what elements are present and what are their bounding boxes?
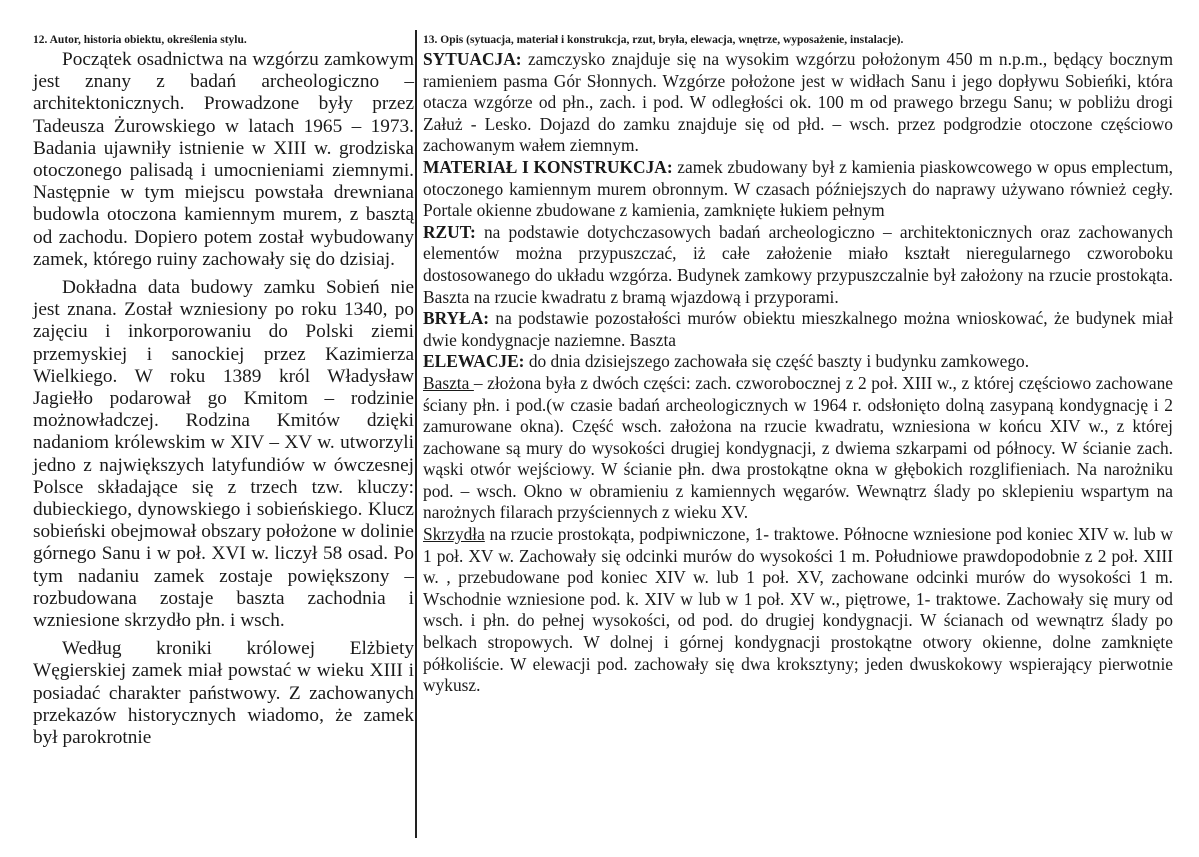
sytuacja-label: SYTUACJA:: [423, 49, 522, 69]
material-label: MATERIAŁ I KONSTRUKCJA:: [423, 156, 673, 177]
rzut-label: RZUT:: [423, 221, 476, 242]
history-column: [33, 49, 414, 749]
section-elewacje: [423, 351, 1173, 373]
section-12-header: 12. Autor, historia obiektu, określenia stylu.: [33, 34, 247, 46]
bryla-label: BRYŁA:: [423, 308, 490, 329]
sytuacja-text: zamczysko znajduje się na wysokim wzgórzu położonym 450 m n.p.m., będący bocznym ramieniem pasma Gór Słonnych. Wzgórze położone jest w widłach Sanu i jego dopływu Sobieńki, która otacza wzgórze od płn., zach. i pod. W odległości ok. 100 m od prawego brzegu Sanu; w pobliżu drogi Załuż - Lesko. Dojazd do zamku znajduje się od płd. – wsch. przez podgrodzie otoczone częściowo zachowanym wałem ziemnym.: [423, 49, 1173, 156]
section-baszta: [423, 373, 1173, 524]
section-13-header: 13. Opis (sytuacja, materiał i konstrukcja, rzut, bryła, elewacja, wnętrze, wyposażenie, instalacje).: [423, 34, 904, 46]
baszta-label: Baszta: [423, 372, 474, 393]
description-column: [423, 49, 1173, 697]
history-paragraph-2: Dokładna data budowy zamku Sobień nie jest znana. Został wzniesiony po roku 1340, po zajęciu i inkorporowaniu do Polski ziemi przemyskiej i sanockiej przez Kazimierza Wielkiego. W roku 1389 król Władysław Jagiełło podarował go Kmitom – rodzinie możnowładczej. Rodzina Kmitów dzięki nadaniom królewskim w XIV – XV w. utworzyli jedno z największych latyfundiów w ówczesnej Polsce składające się z trzech tzw. kluczy: dubieckiego, dynowskiego i sobieńskiego. Klucz sobieński obejmował obszary położone w dolinie górnego Sanu i w poł. XVI w. liczył 58 osad. Po tym nadaniu zamek zostaje powiększony – rozbudowana zostaje baszta zachodnia i wzniesione skrzydło płn. i wsch.: [33, 277, 414, 632]
history-paragraph-3: Według kroniki królowej Elżbiety Węgierskiej zamek miał powstać w wieku XIII i posiadać charakter państwowy. Z zachowanych przekazów historycznych wiadomo, że zamek był parokrotnie: [33, 638, 414, 749]
skrzydla-text: na rzucie prostokąta, podpiwniczone, 1- traktowe. Północne wzniesione pod koniec XIV w. lub w 1 poł. XV w. Zachowały się odcinki murów do wysokości 1 m. Południowe prawdopodobnie z 2 poł. XIII w. , przebudowane pod koniec XIV w. lub 1 poł. XV, zachowane odcinki murów do wysokości 1 m. Wschodnie wzniesione pod. k. XIV w lub w 1 poł. XV w., piętrowe, 1- traktowe. Zachowały się mury od wsch. i płn. do pełnej wysokości, od pod. do drugiej kondygnacji. W ścianach od wewnątrz ślady po belkach stropowych. W dolnej i górnej kondygnacji prostokątne otwory okienne, dolne zamknięte półkoliście. W elewacji pod. zachowały się dwa kroksztyny; jeden dwuskokowy wspierający pierwotnie wykusz.: [423, 524, 1173, 696]
section-rzut: [423, 222, 1173, 308]
elewacje-label: ELEWACJE:: [423, 351, 525, 372]
section-bryla: [423, 308, 1173, 351]
section-material: [423, 157, 1173, 222]
rzut-text: na podstawie dotychczasowych badań archeologiczno – architektonicznych oraz zachowanych elementów można przypuszczać, iż całe założenie miało kształt nieregularnego czworoboku dostosowanego do układu wzgórza. Budynek zamkowy przypuszczalnie był założony na rzucie prostokąta. Baszta na rzucie kwadratu z bramą wjazdową i przyporami.: [423, 221, 1173, 307]
history-paragraph-1: Początek osadnictwa na wzgórzu zamkowym jest znany z badań archeologiczno – architektonicznych. Prowadzone były przez Tadeusza Żurowskiego w latach 1965 – 1973. Badania ujawniły istnienie w XIII w. grodziska otoczonego palisadą i umocnieniami ziemnymi. Następnie w tym miejscu powstała drewniana budowla otoczona kamiennym murem, z basztą od zachodu. Dopiero potem został wybudowany zamek, którego ruiny zachowały się do dzisiaj.: [33, 49, 414, 270]
material-text: zamek zbudowany był z kamienia piaskowcowego w opus emplectum, otoczonego kamiennym murem obronnym. W czasach późniejszych do naprawy używano również cegły. Portale okienne zbudowane z kamienia, zamknięte łukiem pełnym: [423, 156, 1173, 221]
section-sytuacja: [423, 49, 1173, 157]
column-divider: [415, 30, 417, 838]
baszta-text: – złożona była z dwóch części: zach. czworobocznej z 2 poł. XIII w., z której częściowo zachowane ściany płn. i pod.(w czasie badań archeologicznych w 1964 r. odsłonięto dolną zasypaną kondygnację i 2 zamurowane okna). Część wsch. założona na rzucie kwadratu, wzniesiona w końcu XIV w., z której zachowane są mury do wysokości drugiej kondygnacji, z dwiema szkarpami od północy. W ścianie zach. wąski otwór wejściowy. W ścianie płn. dwa prostokątne okna w głębokich rozglifieniach. Na narożniku pod. – wsch. Okno w obramieniu z kamiennych węgarów. Wewnątrz ślady po sklepieniu wspartym na narożnych filarach przyściennych z wieku XV.: [423, 372, 1173, 523]
skrzydla-label: Skrzydła: [423, 524, 485, 545]
bryla-text: na podstawie pozostałości murów obiektu mieszkalnego można wnioskować, że budynek miał dwie kondygnacje naziemne. Baszta: [423, 308, 1173, 350]
section-skrzydla: [423, 524, 1173, 697]
elewacje-text: do dnia dzisiejszego zachowała się część baszty i budynku zamkowego.: [524, 351, 1030, 372]
